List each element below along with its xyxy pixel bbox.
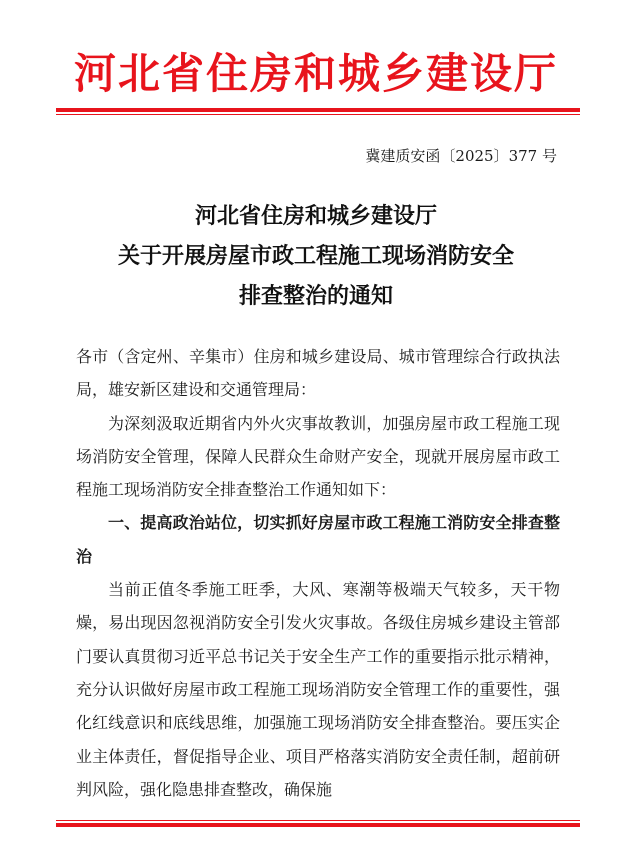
section-1-paragraph: 当前正值冬季施工旺季，大风、寒潮等极端天气较多，天干物燥，易出现因忽视消防安全引发火灾事故。各级住房城乡建设主管部门要认真贯彻习近平总书记关于安全生产工作的重要指示批示精神，充分认识做好房屋市政工程施工现场消防安全管理工作的重要性，强化红线意识和底线思维，加强施工现场消防安全排查整治。要压实企业主体责任，督促指导企业、项目严格落实消防安全责任制，超前研判风险，强化隐患排查整改，确保施 [76,580,560,799]
letterhead-title: 河北省住房和城乡建设厅 [73,49,558,98]
intro-paragraph: 为深刻汲取近期省内外火灾事故教训，加强房屋市政工程施工现场消防安全管理，保障人民群众生命财产安全，现就开展房屋市政工程施工现场消防安全排查整治工作通知如下： [76,413,560,500]
addressees: 各市（含定州、辛集市）住房和城乡建设局、城市管理综合行政执法局，雄安新区建设和交通管理局： [76,347,560,400]
letterhead-rule-thick [56,108,580,112]
document-body [76,340,560,806]
footer-rule-thin [56,820,580,821]
section-1-heading: 一、提高政治站位，切实抓好房屋市政工程施工消防安全排查整治 [76,513,560,566]
document-title-line-3: 排查整治的通知 [238,283,393,309]
letterhead-rule-thin [56,114,580,115]
document-title [0,196,632,316]
document-number: 冀建质安函〔2025〕377 号 [365,147,557,165]
document-title-line-2: 关于开展房屋市政工程施工现场消防安全 [117,243,514,269]
footer-rule-thick [56,823,580,827]
document-title-line-1: 河北省住房和城乡建设厅 [194,203,437,229]
